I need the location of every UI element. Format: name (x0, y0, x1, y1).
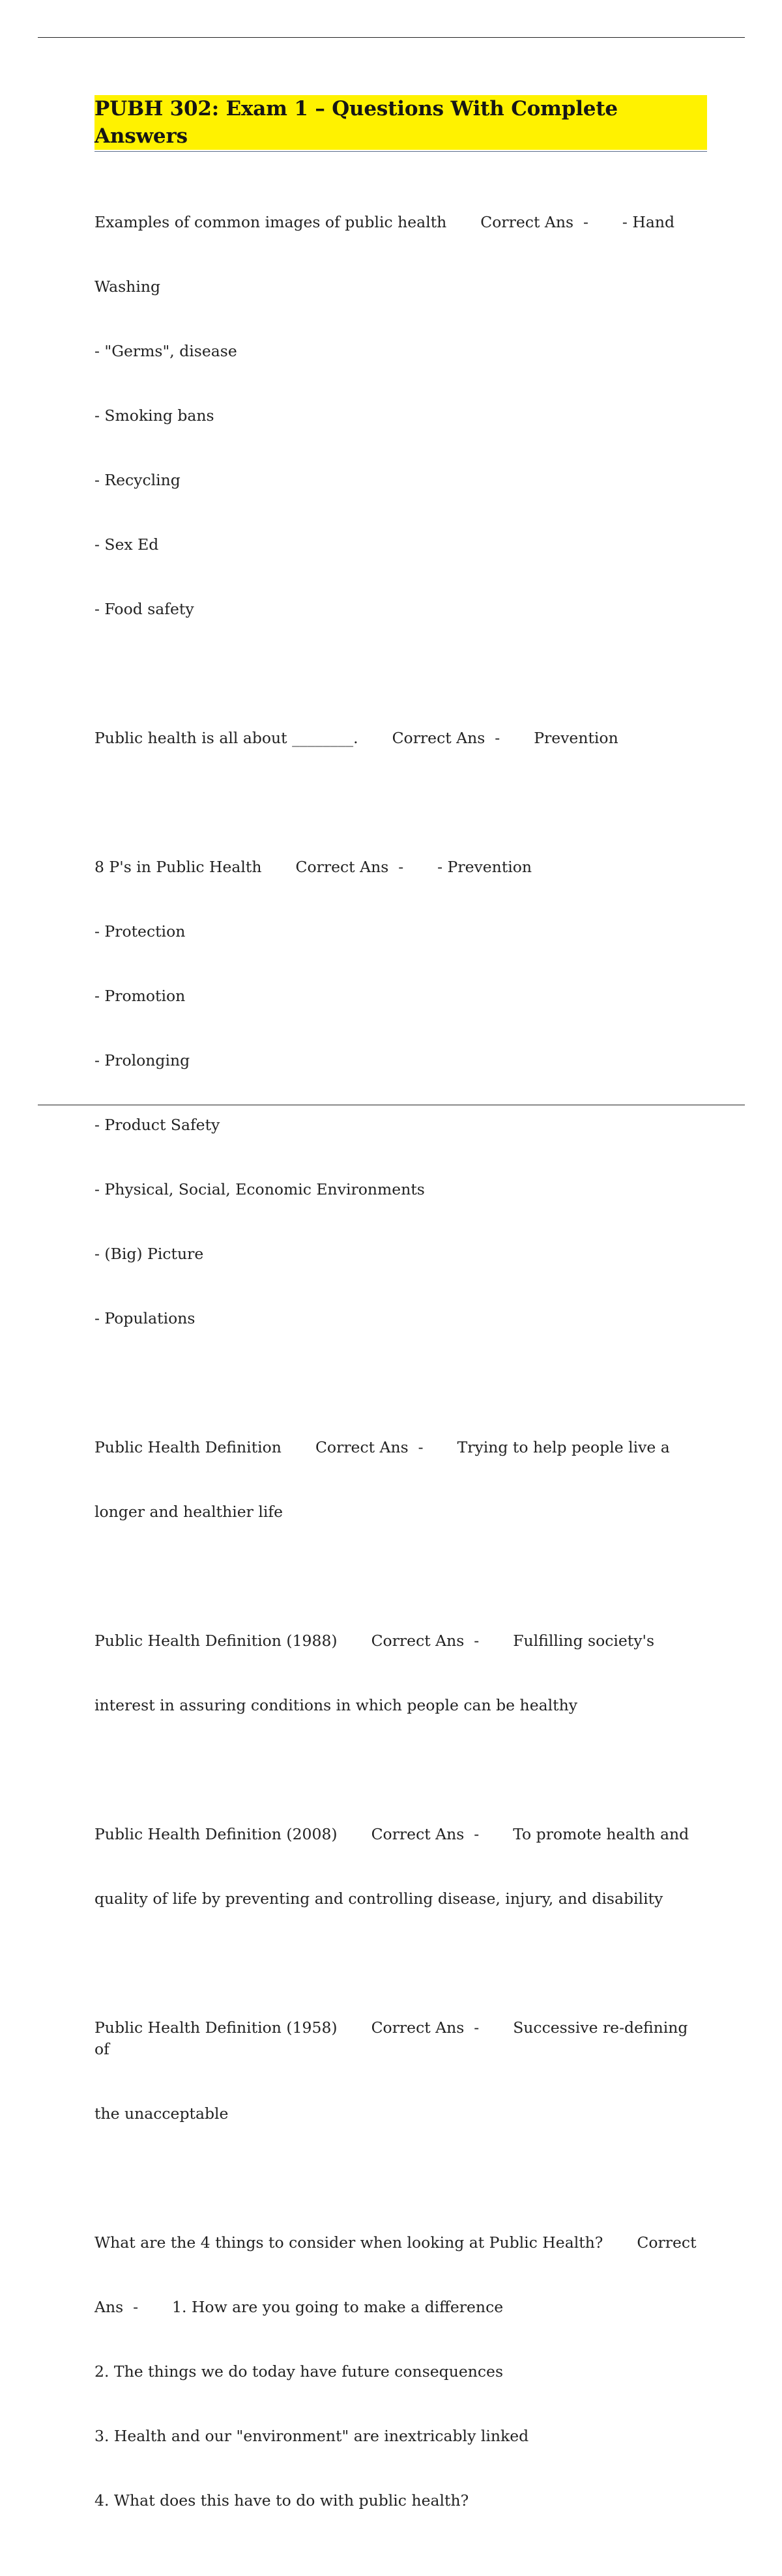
qa-second-line (94, 2297, 707, 2318)
answer-line: - Sex Ed (94, 535, 159, 554)
answer-line: 3. Health and our "environment" are inextricably linked (94, 2427, 529, 2445)
answer-line: - Food safety (94, 600, 194, 618)
answer-label: Correct Ans - (371, 1825, 480, 1843)
question-text: What are the 4 things to consider when looking at Public Health? (94, 2233, 603, 2252)
qa-item (94, 2189, 707, 2555)
answer-label: Correct Ans - (295, 858, 404, 876)
qa-item (94, 814, 707, 1372)
answer-line: - (Big) Picture (94, 1245, 204, 1263)
qa-item (94, 1587, 707, 1759)
answer-text: - Hand (622, 213, 675, 231)
answer-line: - Physical, Social, Economic Environments (94, 1180, 425, 1198)
answer-line: - Protection (94, 922, 186, 941)
qa-item (94, 1394, 707, 1566)
qa-first-line (94, 1437, 707, 1458)
answer-line: quality of life by preventing and controlling disease, injury, and disability (94, 1890, 663, 1908)
answer-line: - "Germs", disease (94, 342, 237, 360)
answer-line: - Product Safety (94, 1116, 220, 1134)
answer-label: Correct Ans - (480, 213, 588, 231)
answer-line: - Populations (94, 1309, 195, 1327)
qa-first-line (94, 728, 707, 749)
document-title: PUBH 302: Exam 1 – Questions With Complete Answers (94, 95, 707, 150)
answer-text: 1. How are you going to make a difference (172, 2298, 504, 2316)
qa-first-line (94, 2232, 707, 2254)
answer-label-part: Ans - (94, 2298, 139, 2316)
answer-line: the unacceptable (94, 2104, 229, 2123)
answer-label: Correct Ans - (315, 1438, 424, 1456)
answer-line: - Smoking bans (94, 406, 214, 425)
top-rule (38, 37, 745, 38)
title-block (94, 95, 707, 152)
question-text: Public Health Definition (1988) (94, 1632, 338, 1650)
answer-text: Trying to help people live a (457, 1438, 670, 1456)
qa-first-line (94, 1630, 707, 1652)
qa-first-line (94, 856, 707, 878)
qa-first-line (94, 1824, 707, 1845)
answer-line: 2. The things we do today have future consequences (94, 2362, 504, 2381)
qa-item (94, 1781, 707, 1953)
answer-line: - Prolonging (94, 1051, 190, 1069)
question-text: Public Health Definition (2008) (94, 1825, 338, 1843)
answer-text: - Prevention (437, 858, 532, 876)
answer-line: 4. What does this have to do with public health? (94, 2491, 469, 2510)
answer-line: Washing (94, 277, 161, 296)
answer-label: Correct Ans - (371, 2018, 480, 2037)
answer-text: Prevention (534, 729, 618, 747)
answer-label: Correct Ans - (392, 729, 500, 747)
answer-line: interest in assuring conditions in which people can be healthy (94, 1696, 577, 1714)
answer-line: - Promotion (94, 987, 186, 1005)
answer-text: Successive re-defining of (94, 2018, 693, 2058)
question-text: Examples of common images of public health (94, 213, 447, 231)
answer-line: - Recycling (94, 471, 181, 489)
qa-first-line (94, 212, 707, 233)
qa-item (94, 685, 707, 792)
answer-label-part: Correct (637, 2233, 697, 2252)
answer-line: longer and healthier life (94, 1503, 283, 1521)
qa-item (94, 1974, 707, 2168)
question-text: Public health is all about ________. (94, 729, 358, 747)
qa-first-line (94, 2017, 707, 2060)
question-text: Public Health Definition (94, 1438, 282, 1456)
answer-text: To promote health and (513, 1825, 689, 1843)
answer-label: Correct Ans - (371, 1632, 480, 1650)
qa-item (94, 169, 707, 663)
question-text: 8 P's in Public Health (94, 858, 262, 876)
question-text: Public Health Definition (1958) (94, 2018, 338, 2037)
document-body (94, 95, 707, 2576)
answer-text: Fulfilling society's (513, 1632, 655, 1650)
